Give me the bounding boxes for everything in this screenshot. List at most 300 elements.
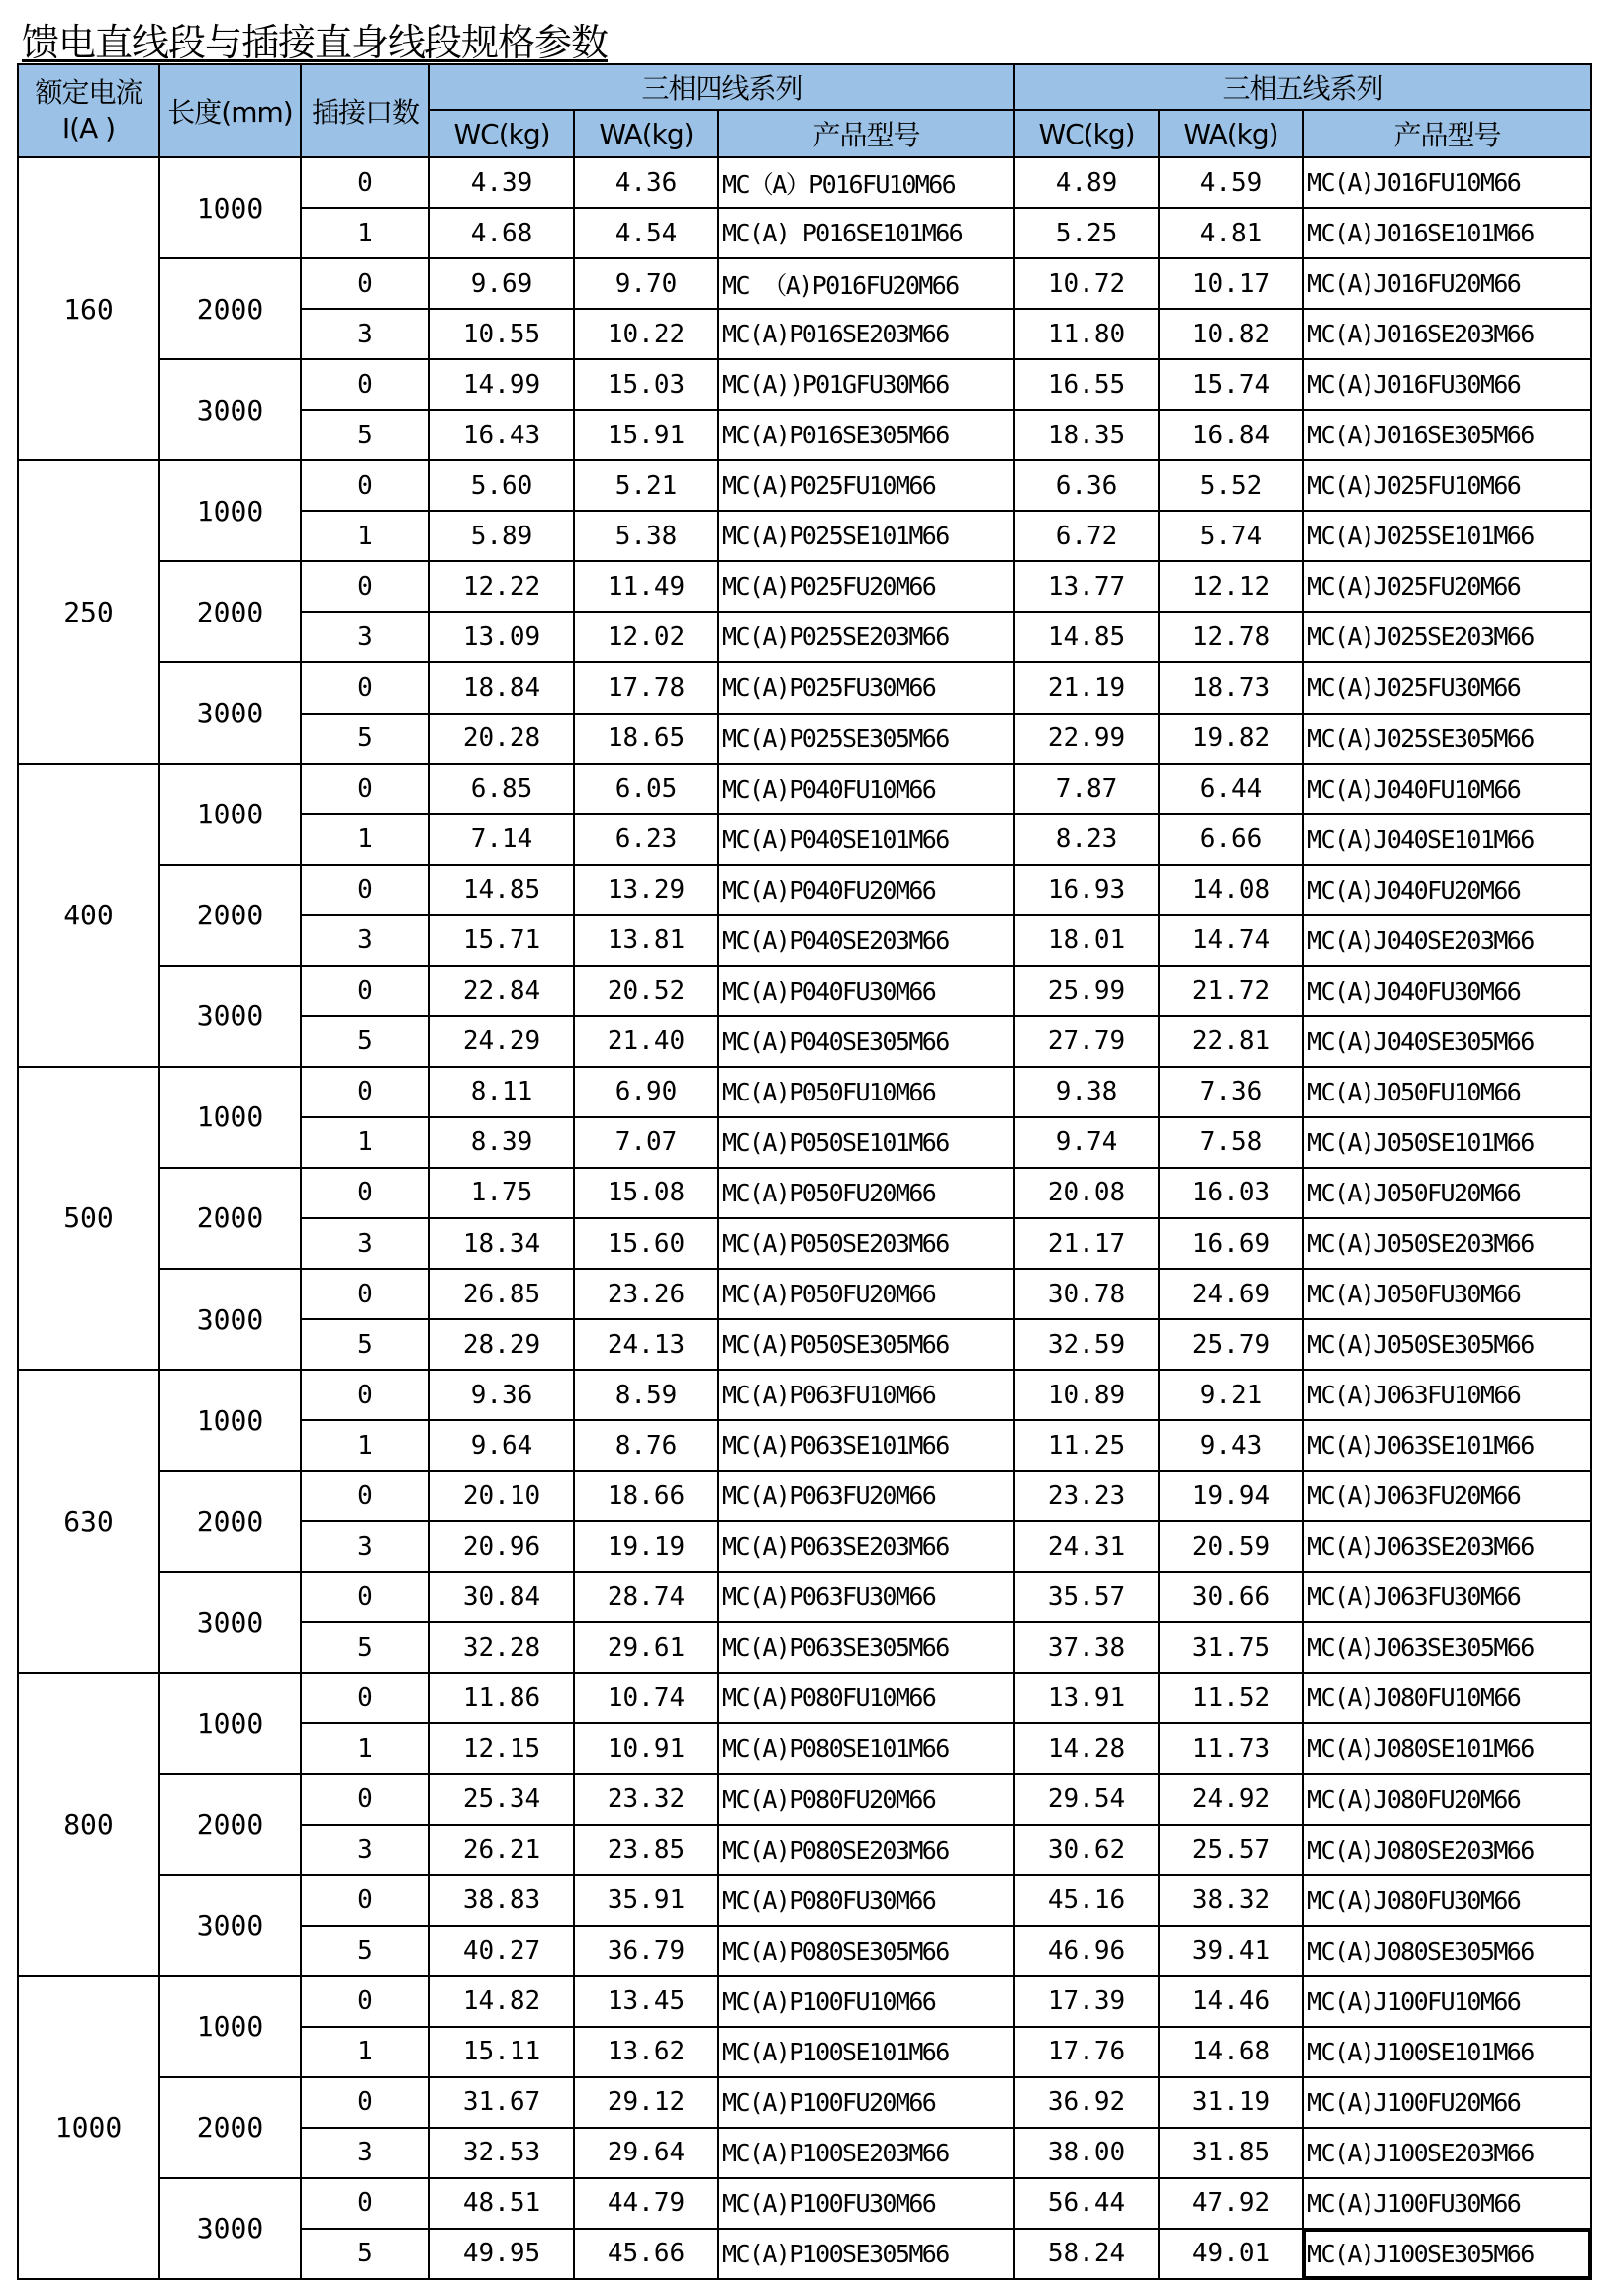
model-five-wire-cell[interactable]: MC(A)J050SE305M66 (1303, 1319, 1591, 1370)
wc-five-wire-cell[interactable]: 16.93 (1014, 865, 1159, 915)
wa-five-wire-cell[interactable]: 38.32 (1159, 1875, 1303, 1926)
wa-five-wire-cell[interactable]: 6.44 (1159, 764, 1303, 814)
wc-four-wire-cell[interactable]: 10.55 (429, 309, 574, 359)
wc-four-wire-cell[interactable]: 9.69 (429, 258, 574, 309)
wa-four-wire-cell[interactable]: 6.23 (574, 814, 718, 865)
wc-five-wire-cell[interactable]: 17.39 (1014, 1976, 1159, 2027)
model-five-wire-cell[interactable]: MC(A)J100FU30M66 (1303, 2178, 1591, 2229)
port-count-cell[interactable]: 0 (301, 1875, 429, 1926)
wc-four-wire-cell[interactable]: 15.71 (429, 915, 574, 966)
model-five-wire-cell[interactable]: MC(A)J080FU30M66 (1303, 1875, 1591, 1926)
wc-five-wire-cell[interactable]: 22.99 (1014, 714, 1159, 764)
model-five-wire-cell[interactable]: MC(A)J016SE203M66 (1303, 309, 1591, 359)
model-five-wire-cell[interactable]: MC(A)J016SE101M66 (1303, 208, 1591, 258)
wc-four-wire-cell[interactable]: 12.15 (429, 1723, 574, 1773)
wa-five-wire-cell[interactable]: 14.74 (1159, 915, 1303, 966)
wa-four-wire-cell[interactable]: 29.12 (574, 2077, 718, 2128)
wa-five-wire-cell[interactable]: 11.52 (1159, 1673, 1303, 1723)
wa-four-wire-cell[interactable]: 12.02 (574, 612, 718, 662)
model-four-wire-cell[interactable]: MC(A)P050SE203M66 (718, 1218, 1014, 1269)
wc-four-wire-cell[interactable]: 13.09 (429, 612, 574, 662)
model-four-wire-cell[interactable]: MC(A)P025SE305M66 (718, 714, 1014, 764)
model-four-wire-cell[interactable]: MC(A)P050FU10M66 (718, 1067, 1014, 1117)
model-five-wire-cell[interactable]: MC(A)J080FU20M66 (1303, 1774, 1591, 1825)
wa-five-wire-cell[interactable]: 4.81 (1159, 208, 1303, 258)
wa-four-wire-cell[interactable]: 15.08 (574, 1168, 718, 1218)
wc-five-wire-cell[interactable]: 21.17 (1014, 1218, 1159, 1269)
wc-five-wire-cell[interactable]: 38.00 (1014, 2128, 1159, 2178)
wa-five-wire-cell[interactable]: 19.94 (1159, 1471, 1303, 1521)
wc-four-wire-cell[interactable]: 32.53 (429, 2128, 574, 2178)
wa-four-wire-cell[interactable]: 18.65 (574, 714, 718, 764)
wa-five-wire-cell[interactable]: 19.82 (1159, 714, 1303, 764)
header-group-five-wire[interactable]: 三相五线系列 (1014, 64, 1591, 110)
wa-four-wire-cell[interactable]: 15.60 (574, 1218, 718, 1269)
model-five-wire-cell[interactable]: MC(A)J025SE203M66 (1303, 612, 1591, 662)
model-four-wire-cell[interactable]: MC(A)P100FU30M66 (718, 2178, 1014, 2229)
model-four-wire-cell[interactable]: MC(A)P100SE305M66 (718, 2229, 1014, 2279)
wc-five-wire-cell[interactable]: 7.87 (1014, 764, 1159, 814)
wc-five-wire-cell[interactable]: 25.99 (1014, 966, 1159, 1016)
model-five-wire-cell[interactable]: MC(A)J050SE203M66 (1303, 1218, 1591, 1269)
wc-five-wire-cell[interactable]: 37.38 (1014, 1622, 1159, 1673)
port-count-cell[interactable]: 0 (301, 359, 429, 410)
length-cell[interactable]: 3000 (159, 662, 301, 763)
wa-four-wire-cell[interactable]: 10.74 (574, 1673, 718, 1723)
port-count-cell[interactable]: 0 (301, 1673, 429, 1723)
wa-four-wire-cell[interactable]: 5.38 (574, 511, 718, 561)
model-four-wire-cell[interactable]: MC （A)P016FU20M66 (718, 258, 1014, 309)
wc-five-wire-cell[interactable]: 17.76 (1014, 2027, 1159, 2077)
model-four-wire-cell[interactable]: MC(A)P080FU30M66 (718, 1875, 1014, 1926)
port-count-cell[interactable]: 3 (301, 1521, 429, 1572)
wc-four-wire-cell[interactable]: 22.84 (429, 966, 574, 1016)
wc-four-wire-cell[interactable]: 11.86 (429, 1673, 574, 1723)
port-count-cell[interactable]: 3 (301, 1825, 429, 1875)
wa-four-wire-cell[interactable]: 35.91 (574, 1875, 718, 1926)
wa-five-wire-cell[interactable]: 7.36 (1159, 1067, 1303, 1117)
model-five-wire-cell[interactable]: MC(A)J100SE203M66 (1303, 2128, 1591, 2178)
port-count-cell[interactable]: 5 (301, 1319, 429, 1370)
wc-five-wire-cell[interactable]: 46.96 (1014, 1926, 1159, 1976)
port-count-cell[interactable]: 0 (301, 662, 429, 713)
port-count-cell[interactable]: 1 (301, 1420, 429, 1471)
header-wa-5[interactable]: WA(kg) (1159, 110, 1303, 157)
port-count-cell[interactable]: 5 (301, 1926, 429, 1976)
wc-four-wire-cell[interactable]: 30.84 (429, 1572, 574, 1622)
model-four-wire-cell[interactable]: MC(A)P016SE305M66 (718, 410, 1014, 460)
wa-five-wire-cell[interactable]: 30.66 (1159, 1572, 1303, 1622)
wc-four-wire-cell[interactable]: 38.83 (429, 1875, 574, 1926)
port-count-cell[interactable]: 5 (301, 714, 429, 764)
wa-four-wire-cell[interactable]: 8.59 (574, 1370, 718, 1420)
model-five-wire-cell[interactable]: MC(A)J063FU30M66 (1303, 1572, 1591, 1622)
model-five-wire-cell[interactable]: MC(A)J025FU30M66 (1303, 662, 1591, 713)
model-four-wire-cell[interactable]: MC(A)P080SE101M66 (718, 1723, 1014, 1773)
model-five-wire-cell[interactable]: MC(A)J025SE101M66 (1303, 511, 1591, 561)
model-four-wire-cell[interactable]: MC(A)P025SE203M66 (718, 612, 1014, 662)
model-four-wire-cell[interactable]: MC(A)P080SE203M66 (718, 1825, 1014, 1875)
model-five-wire-cell[interactable]: MC(A)J080SE101M66 (1303, 1723, 1591, 1773)
wa-four-wire-cell[interactable]: 13.45 (574, 1976, 718, 2027)
wa-four-wire-cell[interactable]: 13.29 (574, 865, 718, 915)
wa-four-wire-cell[interactable]: 23.26 (574, 1269, 718, 1319)
wc-four-wire-cell[interactable]: 40.27 (429, 1926, 574, 1976)
length-cell[interactable]: 1000 (159, 764, 301, 865)
header-group-four-wire[interactable]: 三相四线系列 (429, 64, 1014, 110)
port-count-cell[interactable]: 1 (301, 2027, 429, 2077)
port-count-cell[interactable]: 0 (301, 157, 429, 208)
wc-five-wire-cell[interactable]: 11.25 (1014, 1420, 1159, 1471)
wc-five-wire-cell[interactable]: 27.79 (1014, 1016, 1159, 1067)
port-count-cell[interactable]: 0 (301, 2077, 429, 2128)
model-five-wire-cell[interactable]: MC(A)J100FU10M66 (1303, 1976, 1591, 2027)
header-rated-current[interactable]: 额定电流 I(A ) (18, 64, 159, 157)
port-count-cell[interactable]: 0 (301, 1471, 429, 1521)
wc-five-wire-cell[interactable]: 10.89 (1014, 1370, 1159, 1420)
wa-five-wire-cell[interactable]: 31.85 (1159, 2128, 1303, 2178)
wa-four-wire-cell[interactable]: 36.79 (574, 1926, 718, 1976)
wa-five-wire-cell[interactable]: 16.69 (1159, 1218, 1303, 1269)
model-four-wire-cell[interactable]: MC(A)P025FU20M66 (718, 561, 1014, 612)
wc-four-wire-cell[interactable]: 9.64 (429, 1420, 574, 1471)
model-four-wire-cell[interactable]: MC(A)P063SE203M66 (718, 1521, 1014, 1572)
wc-five-wire-cell[interactable]: 56.44 (1014, 2178, 1159, 2229)
wc-five-wire-cell[interactable]: 11.80 (1014, 309, 1159, 359)
model-five-wire-cell[interactable]: MC(A)J063SE305M66 (1303, 1622, 1591, 1673)
model-five-wire-cell[interactable]: MC(A)J063SE203M66 (1303, 1521, 1591, 1572)
model-four-wire-cell[interactable]: MC(A)P025SE101M66 (718, 511, 1014, 561)
wa-five-wire-cell[interactable]: 6.66 (1159, 814, 1303, 865)
port-count-cell[interactable]: 0 (301, 561, 429, 612)
port-count-cell[interactable]: 0 (301, 258, 429, 309)
model-five-wire-cell[interactable]: MC(A)J025FU10M66 (1303, 460, 1591, 511)
model-five-wire-cell[interactable]: MC(A)J100SE101M66 (1303, 2027, 1591, 2077)
wa-five-wire-cell[interactable]: 4.59 (1159, 157, 1303, 208)
wc-four-wire-cell[interactable]: 5.89 (429, 511, 574, 561)
port-count-cell[interactable]: 0 (301, 764, 429, 814)
length-cell[interactable]: 3000 (159, 2178, 301, 2279)
port-count-cell[interactable]: 5 (301, 2229, 429, 2279)
port-count-cell[interactable]: 0 (301, 1976, 429, 2027)
wa-four-wire-cell[interactable]: 4.36 (574, 157, 718, 208)
wc-five-wire-cell[interactable]: 35.57 (1014, 1572, 1159, 1622)
port-count-cell[interactable]: 1 (301, 1723, 429, 1773)
wc-four-wire-cell[interactable]: 1.75 (429, 1168, 574, 1218)
model-four-wire-cell[interactable]: MC(A)P063FU10M66 (718, 1370, 1014, 1420)
wc-five-wire-cell[interactable]: 13.91 (1014, 1673, 1159, 1723)
wc-four-wire-cell[interactable]: 24.29 (429, 1016, 574, 1067)
port-count-cell[interactable]: 3 (301, 1218, 429, 1269)
rated-current-cell[interactable]: 250 (18, 460, 159, 763)
header-wa-4[interactable]: WA(kg) (574, 110, 718, 157)
wc-four-wire-cell[interactable]: 16.43 (429, 410, 574, 460)
port-count-cell[interactable]: 0 (301, 865, 429, 915)
model-five-wire-cell[interactable]: MC(A)J080FU10M66 (1303, 1673, 1591, 1723)
wc-four-wire-cell[interactable]: 20.28 (429, 714, 574, 764)
port-count-cell[interactable]: 5 (301, 1016, 429, 1067)
length-cell[interactable]: 1000 (159, 1673, 301, 1773)
wa-four-wire-cell[interactable]: 24.13 (574, 1319, 718, 1370)
wc-four-wire-cell[interactable]: 26.21 (429, 1825, 574, 1875)
model-four-wire-cell[interactable]: MC(A)P040FU10M66 (718, 764, 1014, 814)
port-count-cell[interactable]: 1 (301, 511, 429, 561)
port-count-cell[interactable]: 3 (301, 612, 429, 662)
length-cell[interactable]: 1000 (159, 1067, 301, 1168)
wa-five-wire-cell[interactable]: 31.75 (1159, 1622, 1303, 1673)
wc-five-wire-cell[interactable]: 45.16 (1014, 1875, 1159, 1926)
wa-five-wire-cell[interactable]: 11.73 (1159, 1723, 1303, 1773)
wc-four-wire-cell[interactable]: 48.51 (429, 2178, 574, 2229)
wa-four-wire-cell[interactable]: 29.64 (574, 2128, 718, 2178)
model-four-wire-cell[interactable]: MC(A)P100FU20M66 (718, 2077, 1014, 2128)
wa-five-wire-cell[interactable]: 12.12 (1159, 561, 1303, 612)
wc-five-wire-cell[interactable]: 16.55 (1014, 359, 1159, 410)
wc-four-wire-cell[interactable]: 25.34 (429, 1774, 574, 1825)
port-count-cell[interactable]: 0 (301, 1370, 429, 1420)
model-five-wire-cell[interactable]: MC(A)J050FU30M66 (1303, 1269, 1591, 1319)
wa-five-wire-cell[interactable]: 39.41 (1159, 1926, 1303, 1976)
model-five-wire-cell[interactable]: MC(A)J016FU30M66 (1303, 359, 1591, 410)
model-five-wire-cell[interactable]: MC(A)J040SE203M66 (1303, 915, 1591, 966)
wc-five-wire-cell[interactable]: 58.24 (1014, 2229, 1159, 2279)
port-count-cell[interactable]: 1 (301, 814, 429, 865)
wc-five-wire-cell[interactable]: 13.77 (1014, 561, 1159, 612)
wa-four-wire-cell[interactable]: 6.05 (574, 764, 718, 814)
model-five-wire-cell[interactable]: MC(A)J025SE305M66 (1303, 714, 1591, 764)
wa-five-wire-cell[interactable]: 25.57 (1159, 1825, 1303, 1875)
wc-five-wire-cell[interactable]: 4.89 (1014, 157, 1159, 208)
wa-four-wire-cell[interactable]: 45.66 (574, 2229, 718, 2279)
wa-five-wire-cell[interactable]: 10.82 (1159, 309, 1303, 359)
model-five-wire-cell[interactable]: MC(A)J050FU20M66 (1303, 1168, 1591, 1218)
port-count-cell[interactable]: 0 (301, 1269, 429, 1319)
port-count-cell[interactable]: 0 (301, 1774, 429, 1825)
model-four-wire-cell[interactable]: MC(A)P100SE101M66 (718, 2027, 1014, 2077)
model-four-wire-cell[interactable]: MC(A)P025FU30M66 (718, 662, 1014, 713)
wc-four-wire-cell[interactable]: 31.67 (429, 2077, 574, 2128)
wa-four-wire-cell[interactable]: 15.03 (574, 359, 718, 410)
model-five-wire-cell[interactable]: MC(A)J063FU20M66 (1303, 1471, 1591, 1521)
wc-four-wire-cell[interactable]: 26.85 (429, 1269, 574, 1319)
wa-four-wire-cell[interactable]: 23.32 (574, 1774, 718, 1825)
wc-five-wire-cell[interactable]: 14.28 (1014, 1723, 1159, 1773)
wa-four-wire-cell[interactable]: 17.78 (574, 662, 718, 713)
wa-five-wire-cell[interactable]: 31.19 (1159, 2077, 1303, 2128)
wa-five-wire-cell[interactable]: 22.81 (1159, 1016, 1303, 1067)
wa-five-wire-cell[interactable]: 12.78 (1159, 612, 1303, 662)
wc-four-wire-cell[interactable]: 49.95 (429, 2229, 574, 2279)
wc-five-wire-cell[interactable]: 18.01 (1014, 915, 1159, 966)
port-count-cell[interactable]: 0 (301, 1067, 429, 1117)
wc-five-wire-cell[interactable]: 20.08 (1014, 1168, 1159, 1218)
length-cell[interactable]: 3000 (159, 1269, 301, 1370)
wa-five-wire-cell[interactable]: 25.79 (1159, 1319, 1303, 1370)
model-four-wire-cell[interactable]: MC（A）P016FU10M66 (718, 157, 1014, 208)
wc-four-wire-cell[interactable]: 20.10 (429, 1471, 574, 1521)
rated-current-cell[interactable]: 160 (18, 157, 159, 460)
wa-four-wire-cell[interactable]: 7.07 (574, 1117, 718, 1168)
wa-four-wire-cell[interactable]: 6.90 (574, 1067, 718, 1117)
model-four-wire-cell[interactable]: MC(A)P063SE101M66 (718, 1420, 1014, 1471)
wc-five-wire-cell[interactable]: 9.38 (1014, 1067, 1159, 1117)
model-five-wire-cell[interactable]: MC(A)J100SE305M66 (1303, 2229, 1591, 2279)
wc-four-wire-cell[interactable]: 32.28 (429, 1622, 574, 1673)
model-four-wire-cell[interactable]: MC(A)P050SE305M66 (718, 1319, 1014, 1370)
wc-four-wire-cell[interactable]: 14.85 (429, 865, 574, 915)
wc-four-wire-cell[interactable]: 18.34 (429, 1218, 574, 1269)
wa-five-wire-cell[interactable]: 14.08 (1159, 865, 1303, 915)
wa-five-wire-cell[interactable]: 10.17 (1159, 258, 1303, 309)
length-cell[interactable]: 1000 (159, 157, 301, 258)
wa-five-wire-cell[interactable]: 49.01 (1159, 2229, 1303, 2279)
wc-five-wire-cell[interactable]: 10.72 (1014, 258, 1159, 309)
rated-current-cell[interactable]: 800 (18, 1673, 159, 1975)
wc-four-wire-cell[interactable]: 18.84 (429, 662, 574, 713)
wa-four-wire-cell[interactable]: 20.52 (574, 966, 718, 1016)
wa-four-wire-cell[interactable]: 8.76 (574, 1420, 718, 1471)
wa-five-wire-cell[interactable]: 14.68 (1159, 2027, 1303, 2077)
model-five-wire-cell[interactable]: MC(A)J063FU10M66 (1303, 1370, 1591, 1420)
model-five-wire-cell[interactable]: MC(A)J040FU20M66 (1303, 865, 1591, 915)
wa-five-wire-cell[interactable]: 47.92 (1159, 2178, 1303, 2229)
length-cell[interactable]: 2000 (159, 865, 301, 966)
wa-five-wire-cell[interactable]: 18.73 (1159, 662, 1303, 713)
model-four-wire-cell[interactable]: MC(A)P040FU20M66 (718, 865, 1014, 915)
wc-five-wire-cell[interactable]: 21.19 (1014, 662, 1159, 713)
rated-current-cell[interactable]: 1000 (18, 1976, 159, 2279)
wa-four-wire-cell[interactable]: 28.74 (574, 1572, 718, 1622)
wc-four-wire-cell[interactable]: 14.99 (429, 359, 574, 410)
wa-four-wire-cell[interactable]: 44.79 (574, 2178, 718, 2229)
model-four-wire-cell[interactable]: MC(A)P080FU10M66 (718, 1673, 1014, 1723)
wa-four-wire-cell[interactable]: 11.49 (574, 561, 718, 612)
wc-five-wire-cell[interactable]: 18.35 (1014, 410, 1159, 460)
wc-four-wire-cell[interactable]: 4.68 (429, 208, 574, 258)
wa-five-wire-cell[interactable]: 9.43 (1159, 1420, 1303, 1471)
model-five-wire-cell[interactable]: MC(A)J040SE101M66 (1303, 814, 1591, 865)
wc-four-wire-cell[interactable]: 15.11 (429, 2027, 574, 2077)
wa-five-wire-cell[interactable]: 15.74 (1159, 359, 1303, 410)
wc-four-wire-cell[interactable]: 4.39 (429, 157, 574, 208)
port-count-cell[interactable]: 0 (301, 2178, 429, 2229)
rated-current-cell[interactable]: 630 (18, 1370, 159, 1673)
model-four-wire-cell[interactable]: MC(A)P063FU30M66 (718, 1572, 1014, 1622)
wc-four-wire-cell[interactable]: 28.29 (429, 1319, 574, 1370)
wa-five-wire-cell[interactable]: 5.74 (1159, 511, 1303, 561)
port-count-cell[interactable]: 0 (301, 1572, 429, 1622)
wc-four-wire-cell[interactable]: 8.11 (429, 1067, 574, 1117)
model-four-wire-cell[interactable]: MC(A)P040SE305M66 (718, 1016, 1014, 1067)
length-cell[interactable]: 3000 (159, 1572, 301, 1673)
model-four-wire-cell[interactable]: MC(A)P050FU20M66 (718, 1269, 1014, 1319)
wc-five-wire-cell[interactable]: 23.23 (1014, 1471, 1159, 1521)
header-length[interactable]: 长度(mm) (159, 64, 301, 157)
model-five-wire-cell[interactable]: MC(A)J050SE101M66 (1303, 1117, 1591, 1168)
length-cell[interactable]: 2000 (159, 1774, 301, 1875)
wc-five-wire-cell[interactable]: 9.74 (1014, 1117, 1159, 1168)
wa-five-wire-cell[interactable]: 24.92 (1159, 1774, 1303, 1825)
wa-five-wire-cell[interactable]: 21.72 (1159, 966, 1303, 1016)
wc-five-wire-cell[interactable]: 30.62 (1014, 1825, 1159, 1875)
wa-four-wire-cell[interactable]: 9.70 (574, 258, 718, 309)
model-four-wire-cell[interactable]: MC(A)P025FU10M66 (718, 460, 1014, 511)
model-four-wire-cell[interactable]: MC(A)P050SE101M66 (718, 1117, 1014, 1168)
model-five-wire-cell[interactable]: MC(A)J016FU10M66 (1303, 157, 1591, 208)
length-cell[interactable]: 2000 (159, 2077, 301, 2178)
wa-four-wire-cell[interactable]: 4.54 (574, 208, 718, 258)
length-cell[interactable]: 1000 (159, 460, 301, 561)
wc-four-wire-cell[interactable]: 7.14 (429, 814, 574, 865)
model-five-wire-cell[interactable]: MC(A)J025FU20M66 (1303, 561, 1591, 612)
wc-five-wire-cell[interactable]: 24.31 (1014, 1521, 1159, 1572)
model-five-wire-cell[interactable]: MC(A)J100FU20M66 (1303, 2077, 1591, 2128)
length-cell[interactable]: 2000 (159, 1471, 301, 1572)
model-four-wire-cell[interactable]: MC(A)P050FU20M66 (718, 1168, 1014, 1218)
model-four-wire-cell[interactable]: MC(A)P100SE203M66 (718, 2128, 1014, 2178)
wc-five-wire-cell[interactable]: 30.78 (1014, 1269, 1159, 1319)
model-five-wire-cell[interactable]: MC(A)J040SE305M66 (1303, 1016, 1591, 1067)
port-count-cell[interactable]: 3 (301, 2128, 429, 2178)
model-five-wire-cell[interactable]: MC(A)J016FU20M66 (1303, 258, 1591, 309)
wa-five-wire-cell[interactable]: 7.58 (1159, 1117, 1303, 1168)
port-count-cell[interactable]: 1 (301, 208, 429, 258)
length-cell[interactable]: 3000 (159, 1875, 301, 1976)
wc-four-wire-cell[interactable]: 8.39 (429, 1117, 574, 1168)
model-five-wire-cell[interactable]: MC(A)J050FU10M66 (1303, 1067, 1591, 1117)
port-count-cell[interactable]: 0 (301, 966, 429, 1016)
wa-five-wire-cell[interactable]: 5.52 (1159, 460, 1303, 511)
header-ports[interactable]: 插接口数 (301, 64, 429, 157)
length-cell[interactable]: 2000 (159, 1168, 301, 1269)
port-count-cell[interactable]: 3 (301, 915, 429, 966)
wc-five-wire-cell[interactable]: 32.59 (1014, 1319, 1159, 1370)
wa-five-wire-cell[interactable]: 16.03 (1159, 1168, 1303, 1218)
wa-four-wire-cell[interactable]: 19.19 (574, 1521, 718, 1572)
model-five-wire-cell[interactable]: MC(A)J040FU30M66 (1303, 966, 1591, 1016)
wc-four-wire-cell[interactable]: 14.82 (429, 1976, 574, 2027)
wa-four-wire-cell[interactable]: 10.91 (574, 1723, 718, 1773)
length-cell[interactable]: 1000 (159, 1370, 301, 1471)
wc-four-wire-cell[interactable]: 9.36 (429, 1370, 574, 1420)
header-model-5[interactable]: 产品型号 (1303, 110, 1591, 157)
header-wc-5[interactable]: WC(kg) (1014, 110, 1159, 157)
model-five-wire-cell[interactable]: MC(A)J040FU10M66 (1303, 764, 1591, 814)
rated-current-cell[interactable]: 500 (18, 1067, 159, 1370)
model-five-wire-cell[interactable]: MC(A)J080SE203M66 (1303, 1825, 1591, 1875)
model-four-wire-cell[interactable]: MC(A) P016SE101M66 (718, 208, 1014, 258)
length-cell[interactable]: 3000 (159, 966, 301, 1067)
wa-four-wire-cell[interactable]: 29.61 (574, 1622, 718, 1673)
rated-current-cell[interactable]: 400 (18, 764, 159, 1067)
port-count-cell[interactable]: 3 (301, 309, 429, 359)
model-four-wire-cell[interactable]: MC(A)P040FU30M66 (718, 966, 1014, 1016)
wa-four-wire-cell[interactable]: 15.91 (574, 410, 718, 460)
wa-four-wire-cell[interactable]: 23.85 (574, 1825, 718, 1875)
model-four-wire-cell[interactable]: MC(A)P040SE203M66 (718, 915, 1014, 966)
header-wc-4[interactable]: WC(kg) (429, 110, 574, 157)
model-four-wire-cell[interactable]: MC(A)P080SE305M66 (718, 1926, 1014, 1976)
port-count-cell[interactable]: 0 (301, 460, 429, 511)
model-four-wire-cell[interactable]: MC(A)P080FU20M66 (718, 1774, 1014, 1825)
wc-four-wire-cell[interactable]: 12.22 (429, 561, 574, 612)
wc-five-wire-cell[interactable]: 5.25 (1014, 208, 1159, 258)
wa-five-wire-cell[interactable]: 9.21 (1159, 1370, 1303, 1420)
port-count-cell[interactable]: 5 (301, 1622, 429, 1673)
port-count-cell[interactable]: 1 (301, 1117, 429, 1168)
wc-five-wire-cell[interactable]: 6.72 (1014, 511, 1159, 561)
model-four-wire-cell[interactable]: MC(A)P016SE203M66 (718, 309, 1014, 359)
